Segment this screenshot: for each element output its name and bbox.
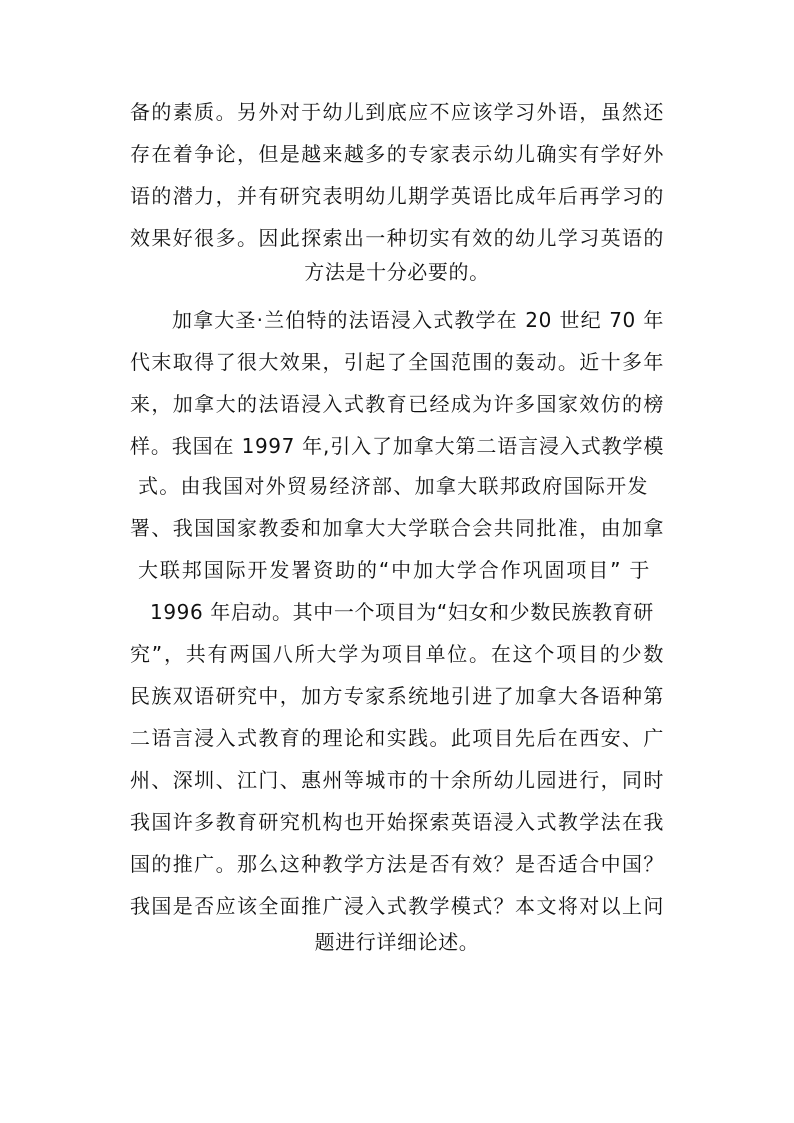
text-line: 代末取得了很大效果，引起了全国范围的轰动。近十多年 [130,350,664,374]
text-line: 我国许多教育研究机构也开始探索英语浸入式教学法在我 [130,810,664,834]
text-line: 我国是否应该全面推广浸入式教学模式？本文将对以上问 [130,894,664,918]
text-line: 式。由我国对外贸易经济部、加拿大联邦政府国际开发 [138,474,648,498]
text-line: 来，加拿大的法语浸入式教育已经成为许多国家效仿的榜 [130,392,664,416]
text-line: 署、我国国家教委和加拿大大学联合会共同批准，由加拿 [130,516,664,540]
text-line: 民族双语研究中，加方专家系统地引进了加拿大各语种第 [130,684,664,708]
text-line: 备的素质。另外对于幼儿到底应不应该学习外语，虽然还 [130,100,664,124]
text-line: 大联邦国际开发署资助的“中加大学合作巩固项目” 于 [138,558,650,582]
text-line: 样。我国在 1997 年,引入了加拿大第二语言浸入式教学模 [130,434,664,458]
text-line: 国的推广。那么这种教学方法是否有效？是否适合中国？ [130,852,664,876]
text-line: 语的潜力，并有研究表明幼儿期学英语比成年后再学习的 [130,184,664,208]
text-line: 方法是十分必要的。 [304,260,490,284]
text-line: 二语言浸入式教育的理论和实践。此项目先后在西安、广 [130,726,664,750]
text-line: 加拿大圣·兰伯特的法语浸入式教学在 20 世纪 70 年 [172,308,664,332]
text-line: 究”，共有两国八所大学为项目单位。在这个项目的少数 [130,642,664,666]
text-line: 州、深圳、江门、惠州等城市的十余所幼儿园进行，同时 [130,768,664,792]
text-line: 题进行详细论述。 [314,930,480,954]
text-line: 1996 年启动。其中一个项目为“妇女和少数民族教育研 [150,600,654,624]
text-line: 效果好很多。因此探索出一种切实有效的幼儿学习英语的 [130,226,664,250]
text-line: 存在着争论，但是越来越多的专家表示幼儿确实有学好外 [130,142,664,166]
